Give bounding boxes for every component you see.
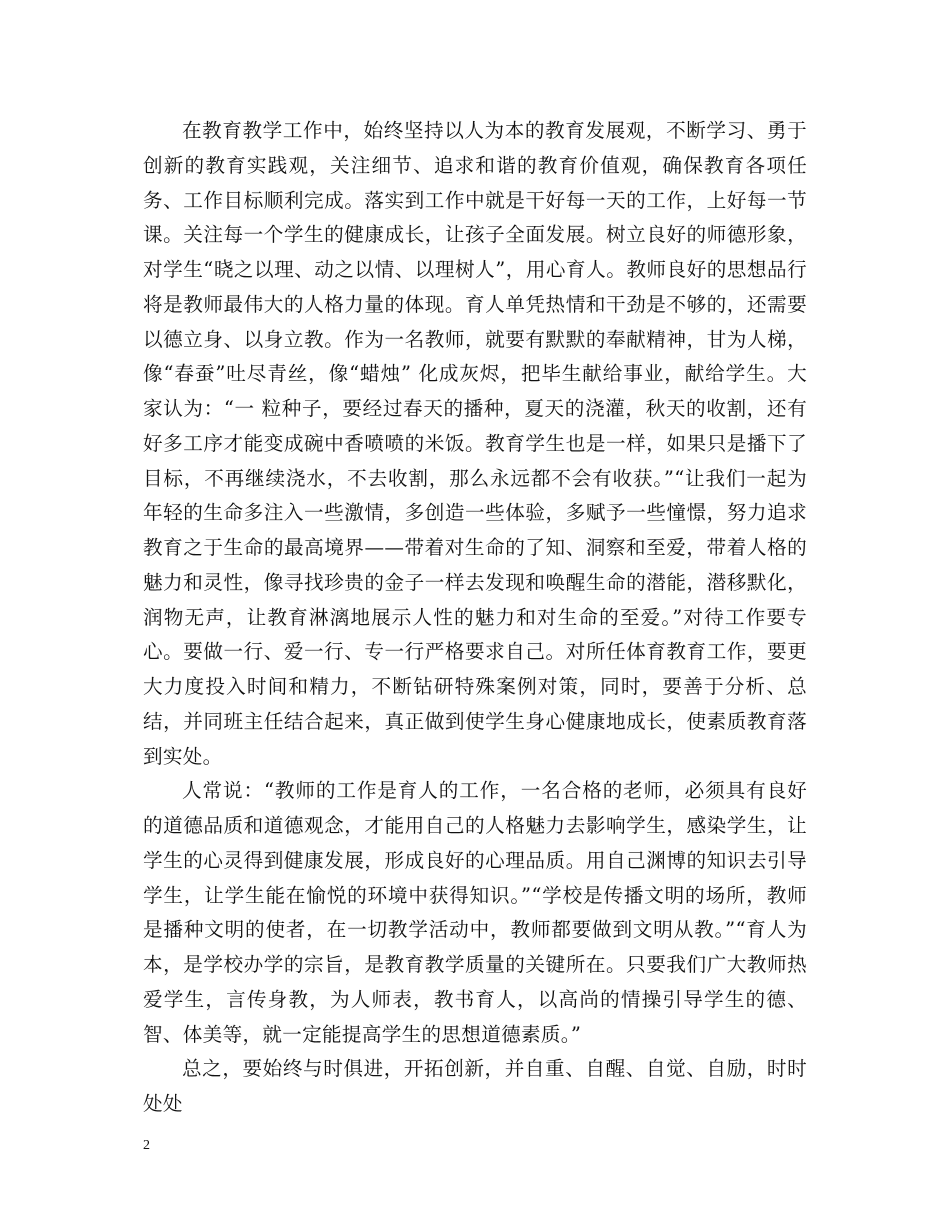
paragraph-1: 在教育教学工作中，始终坚持以人为本的教育发展观，不断学习、勇于创新的教育实践观，关注细节、追求和谐的教育价值观，确保教育各项任务、工作目标顺利完成。落实到工作中就是干好每一天的工作，上好每一节课。关注每一个学生的健康成长，让孩子全面发展。树立良好的师德形象，对学生“晓之以理、动之以情、以理树人”，用心育人。教师良好的思想品行将是教师最伟大的人格力量的体现。育人单凭热情和干劲是不够的，还需要以德立身、以身立教。作为一名教师，就要有默默的奉献精神，甘为人梯，像“春蚕”吐尽青丝，像“蜡烛” 化成灰烬，把毕生献给事业，献给学生。大家认为：“一 粒种子，要经过春天的播种，夏天的浇灌，秋天的收割，还有好多工序才能变成碗中香喷喷的米饭。教育学生也是一样，如果只是播下了目标，不再继续浇水，不去收割，那么永远都不会有收获。”“让我们一起为年轻的生命多注入一些激情，多创造一些体验，多赋予一些憧憬，努力追求教育之于生命的最高境界——带着对生命的了知、洞察和至爱，带着人格的魅力和灵性，像寻找珍贵的金子一样去发现和唤醒生命的潜能，潜移默化，润物无声，让教育淋漓地展示人性的魅力和对生命的至爱。”对待工作要专心。要做一行、爱一行、专一行严格要求自己。对所任体育教育工作，要更大力度投入时间和精力，不断钻研特殊案例对策，同时，要善于分析、总结，并同班主任结合起来，真正做到使学生身心健康地成长，使素质教育落到实处。 [143, 119, 807, 768]
paragraph-2: 人常说：“教师的工作是育人的工作，一名合格的老师，必须具有良好的道德品质和道德观念，才能用自己的人格魅力去影响学生，感染学生，让学生的心灵得到健康发展，形成良好的心理品质。用自己渊博的知识去引导学生，让学生能在愉悦的环境中获得知识。”“学校是传播文明的场所，教师是播种文明的使者，在一切教学活动中，教师都要做到文明从教。”“育人为本，是学校办学的宗旨，是教育教学质量的关键所在。只要我们广大教师热爱学生，言传身教，为人师表，教书育人，以高尚的情操引导学生的德、智、体美等，就一定能提高学生的思想道德素质。” [143, 779, 807, 1046]
document-body [143, 114, 807, 1122]
paragraph-3: 总之，要始终与时俱进，开拓创新，并自重、自醒、自觉、自励，时时处处 [143, 1057, 807, 1115]
page-number: 2 [143, 1138, 150, 1153]
